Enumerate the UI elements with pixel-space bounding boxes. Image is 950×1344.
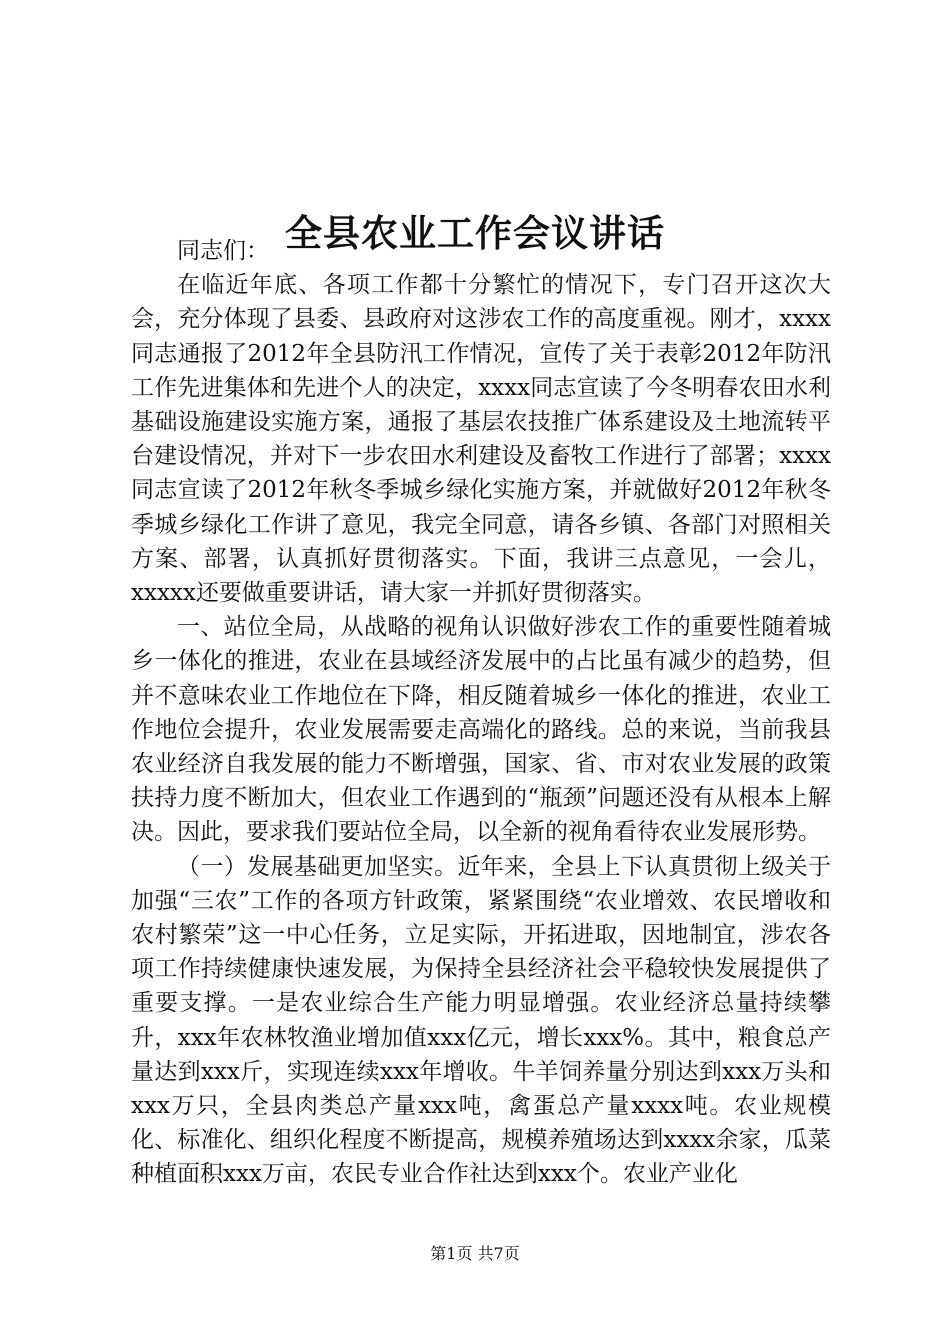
- page-footer: 第1页 共7页: [430, 1244, 520, 1263]
- page-title: 全县农业工作会议讲话: [285, 210, 665, 255]
- document-body: [131, 234, 831, 1192]
- salutation-paragraph: 同志们：: [177, 238, 269, 264]
- opening-paragraph: 在临近年底、各项工作都十分繁忙的情况下，专门召开这次大会，充分体现了县委、县政府对这涉农工作的高度重视。刚才，xxxx同志通报了2012年全县防汛工作情况，宣传了关于表彰2012年防汛工作先进集体和先进个人的决定，xxxx同志宣读了今冬明春农田水利基础设施建设实施方案，通报了基层农技推广体系建设及土地流转平台建设情况，并对下一步农田水利建设及畜牧工作进行了部署；xxxx同志宣读了2012年秋冬季城乡绿化实施方案，并就做好2012年秋冬季城乡绿化工作讲了意见，我完全同意，请各乡镇、各部门对照相关方案、部署，认真抓好贯彻落实。下面，我讲三点意见，一会儿，xxxxx还要做重要讲话，请大家一并抓好贯彻落实。: [131, 272, 831, 607]
- section-one-paragraph: 一、站位全局，从战略的视角认识做好涉农工作的重要性随着城乡一体化的推进，农业在县域经济发展中的占比虽有减少的趋势，但并不意味农业工作地位在下降，相反随着城乡一体化的推进，农业工作地位会提升，农业发展需要走高端化的路线。总的来说，当前我县农业经济自我发展的能力不断增强，国家、省、市对农业发展的政策扶持力度不断加大，但农业工作遇到的“瓶颈”问题还没有从根本上解决。因此，要求我们要站位全局，以全新的视角看待农业发展形势。: [131, 614, 831, 846]
- subsection-one-paragraph: （一）发展基础更加坚实。近年来，全县上下认真贯彻上级关于加强“三农”工作的各项方针政策，紧紧围绕“农业增效、农民增收和农村繁荣”这一中心任务，立足实际，开拓进取，因地制宜，涉农各项工作持续健康快速发展，为保持全县经济社会平稳较快发展提供了重要支撑。一是农业综合生产能力明显增强。农业经济总量持续攀升，xxx年农林牧渔业增加值xxx亿元，增长xxx%。其中，粮食总产量达到xxx斤，实现连续xxx年增收。牛羊饲养量分别达到xxx万头和xxx万只，全县肉类总产量xxx吨，禽蛋总产量xxxx吨。农业规模化、标准化、组织化程度不断提高，规模养殖场达到xxxx余家，瓜菜种植面积xxx万亩，农民专业合作社达到xxx个。农业产业化: [131, 853, 831, 1188]
